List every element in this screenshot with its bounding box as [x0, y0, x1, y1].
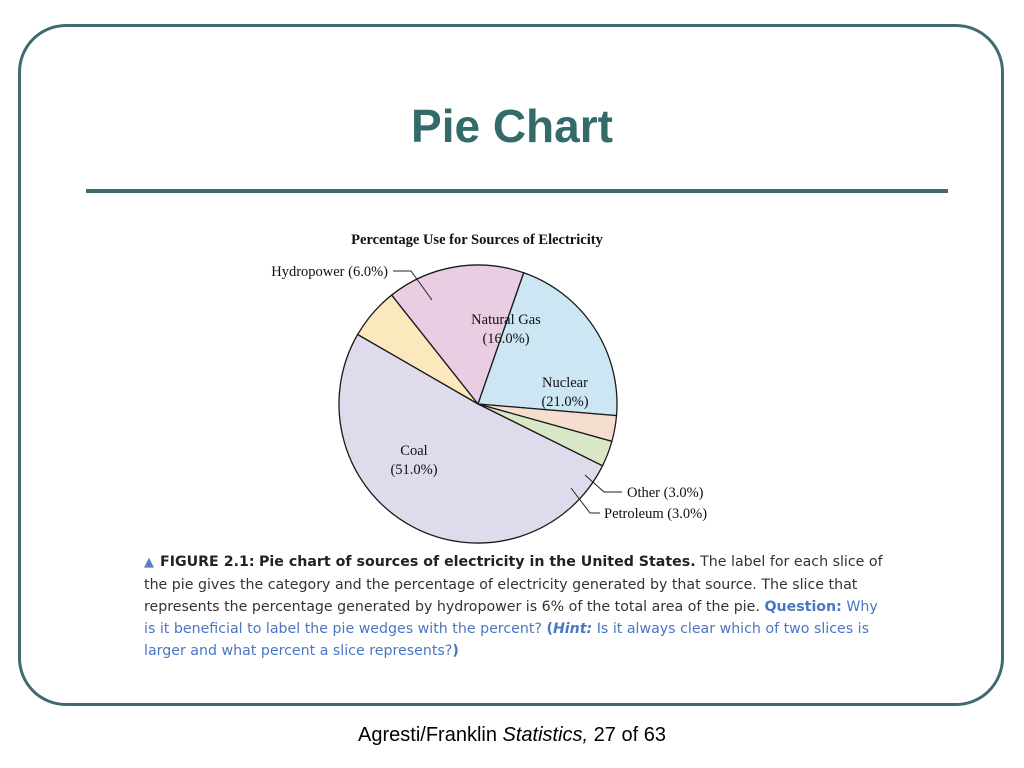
footer-authors: Agresti/Franklin [358, 724, 497, 746]
slice-label-hydropower: Hydropower (6.0%) [271, 264, 388, 280]
footer-page: 27 of 63 [593, 724, 666, 746]
slice-label-natural-gas: Natural Gas [471, 312, 541, 328]
slice-pct-nuclear: (21.0%) [541, 394, 589, 410]
slice-label-petroleum: Petroleum (3.0%) [604, 506, 708, 522]
triangle-marker-icon: ▲ [144, 555, 154, 570]
figure-title: Pie chart of sources of electricity in the United States. [259, 554, 696, 570]
slice-pct-coal: (51.0%) [390, 462, 438, 478]
caption-body: The label for each slice of the pie gives the category and the percentage of electricity generated by that source. The slice that represents the percentage generated by hydropower is 6% of the total area of the pie. [144, 554, 883, 615]
figure-label: FIGURE 2.1: [160, 554, 255, 570]
slice-label-coal: Coal [400, 443, 428, 459]
hint-text: Is it always clear which of two slices is larger and what percent a slice represents? [144, 621, 870, 659]
chart-title: Percentage Use for Sources of Electricity [351, 232, 603, 248]
footer-book: Statistics, [502, 724, 589, 746]
hint-label: Hint: [552, 621, 593, 637]
question-label: Question: [764, 599, 842, 615]
figure-caption: ▲ FIGURE 2.1: Pie chart of sources of electricity in the United States. The label for each slice of the pie gives the category and the percentage of electricity generated by that source. The slice that represents the percentage generated by hydropower is 6% of the total area of the pie. Question: Why is it beneficial to label the pie wedges with the percent? (Hint: Is it always clear which of two slices is larger and what percent a slice represents?) [144, 554, 883, 659]
slice-pct-natural-gas: (16.0%) [482, 331, 530, 347]
slide-footer [0, 724, 1024, 747]
slice-label-other: Other (3.0%) [627, 485, 704, 501]
slide-title: Pie Chart [411, 100, 613, 152]
question-text: Why is it beneficial to label the pie wedges with the percent? [144, 599, 878, 637]
slice-label-nuclear: Nuclear [542, 375, 588, 391]
